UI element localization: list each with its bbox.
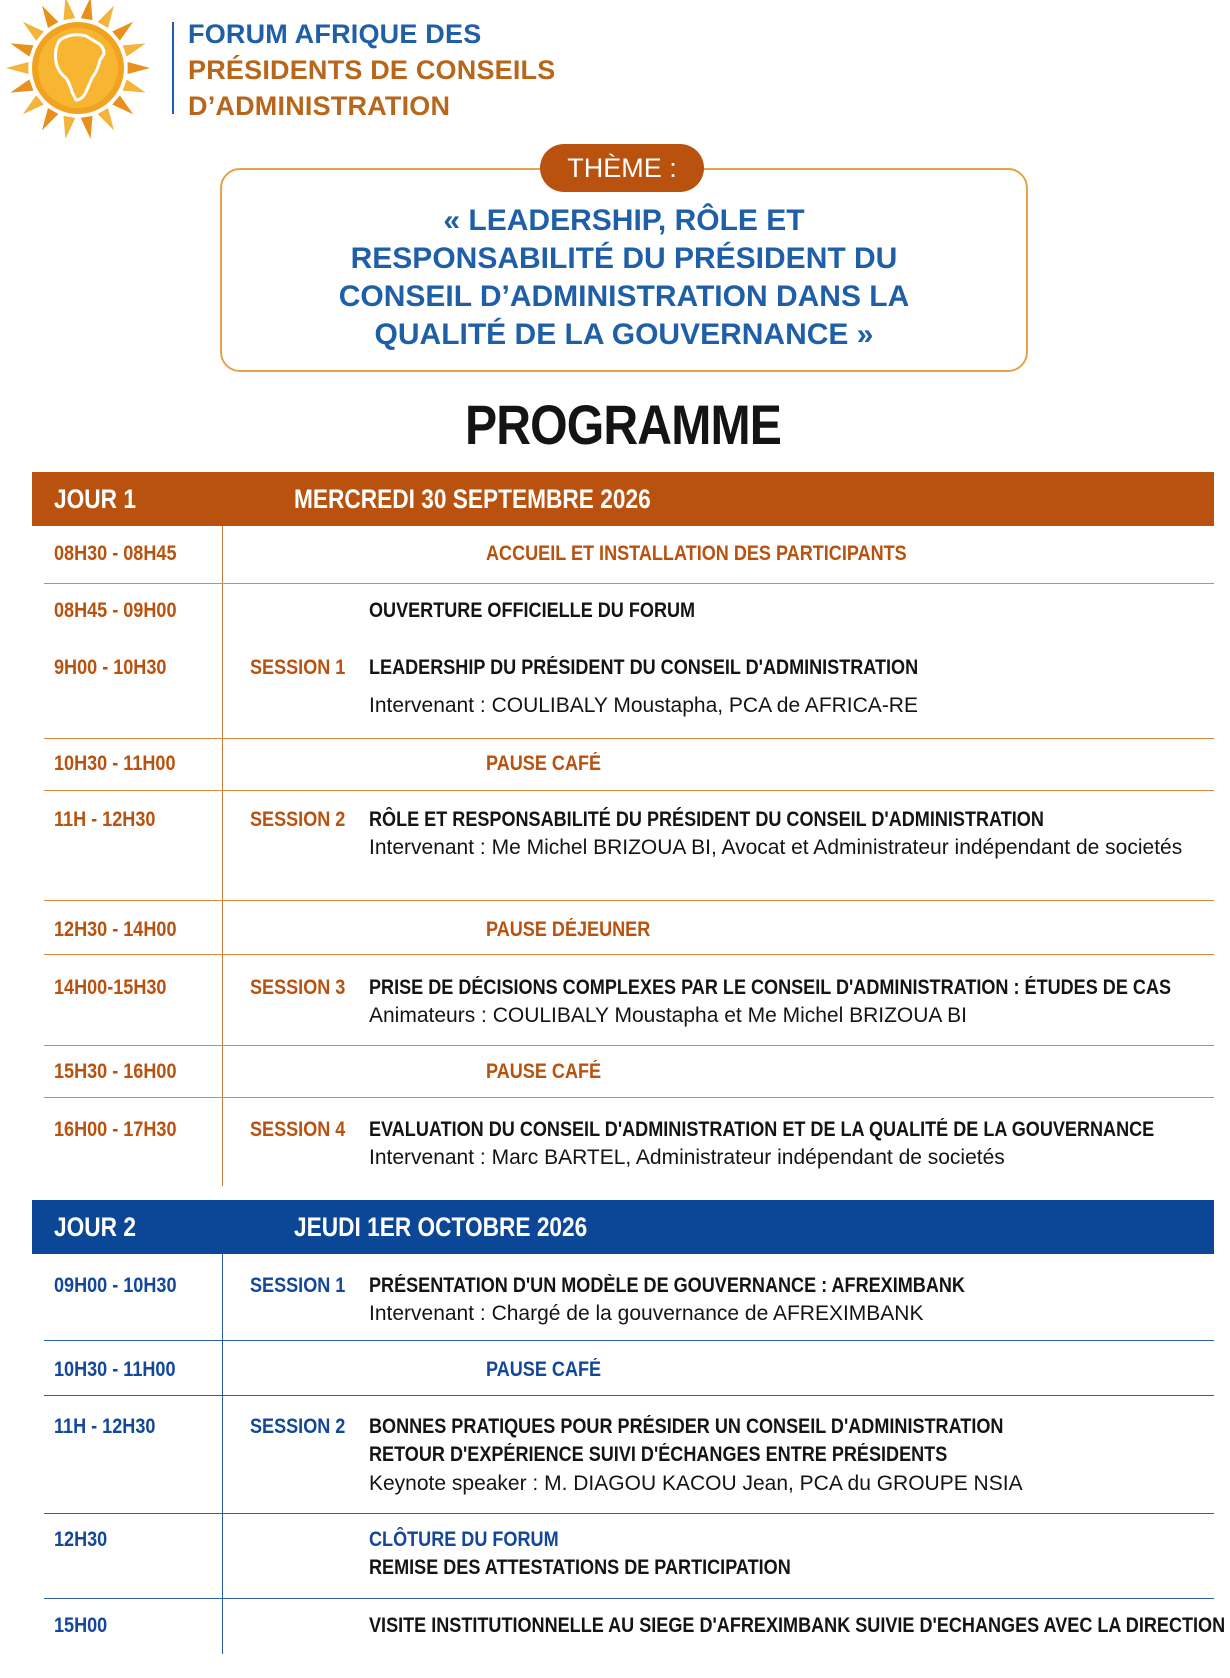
theme-line-1: « LEADERSHIP, RÔLE ET — [443, 204, 805, 237]
day1-row9-session: SESSION 4 — [250, 1118, 346, 1141]
logo-divider — [172, 22, 174, 114]
day2-date: JEUDI 1ER OCTOBRE 2026 — [294, 1212, 588, 1242]
divider — [44, 790, 1214, 791]
forum-logo-sun-africa-icon — [0, 0, 160, 145]
day2-row1-title: PRÉSENTATION D'UN MODÈLE DE GOUVERNANCE : AFREXIMBANK — [369, 1274, 965, 1297]
programme-title: PROGRAMME — [464, 393, 781, 456]
divider — [44, 1598, 1214, 1599]
day1-row5-speaker: Intervenant : Me Michel BRIZOUA BI, Avocat et Administrateur indépendant de societés — [369, 836, 1183, 859]
day1-header-bar — [32, 472, 1214, 526]
divider — [44, 1045, 1214, 1046]
day1-column-divider — [222, 526, 223, 1186]
theme-text — [240, 202, 1008, 354]
day2-row5-title: VISITE INSTITUTIONNELLE AU SIEGE D'AFREXIMBANK SUIVIE D'ECHANGES AVEC LA DIRECTION — [369, 1614, 1226, 1637]
organization-name — [188, 16, 555, 124]
day1-row1-time: 08H30 - 08H45 — [54, 542, 177, 565]
day2-row3-title-2: RETOUR D'EXPÉRIENCE SUIVI D'ÉCHANGES ENTRE PRÉSIDENTS — [369, 1443, 948, 1466]
day1-row5-session: SESSION 2 — [250, 808, 346, 831]
day1-row6-title: PAUSE DÉJEUNER — [486, 918, 651, 941]
day2-row5-time: 15H00 — [54, 1614, 108, 1637]
day1-row1-title: ACCUEIL ET INSTALLATION DES PARTICIPANTS — [486, 542, 907, 565]
divider — [44, 954, 1214, 955]
day2-row1-time: 09H00 - 10H30 — [54, 1274, 177, 1297]
day1-row4-time: 10H30 - 11H00 — [54, 752, 176, 775]
day2-row4-title-2: REMISE DES ATTESTATIONS DE PARTICIPATION — [369, 1556, 791, 1579]
day1-row7-speaker: Animateurs : COULIBALY Moustapha et Me Michel BRIZOUA BI — [369, 1004, 967, 1027]
day1-row3-speaker: Intervenant : COULIBALY Moustapha, PCA de AFRICA-RE — [369, 694, 918, 717]
org-name-line-3: D’ADMINISTRATION — [188, 91, 451, 121]
day1-row7-session: SESSION 3 — [250, 976, 346, 999]
day1-row5-title: RÔLE ET RESPONSABILITÉ DU PRÉSIDENT DU CONSEIL D'ADMINISTRATION — [369, 808, 1044, 831]
day1-row8-title: PAUSE CAFÉ — [486, 1060, 602, 1083]
org-name-line-1: FORUM AFRIQUE DES — [188, 19, 482, 49]
day2-row2-time: 10H30 - 11H00 — [54, 1358, 176, 1381]
day2-label: JOUR 2 — [54, 1212, 136, 1242]
theme-line-4: QUALITÉ DE LA GOUVERNANCE » — [374, 318, 874, 351]
divider — [44, 1395, 1214, 1396]
day1-date: MERCREDI 30 SEPTEMBRE 2026 — [294, 484, 651, 514]
day1-row9-speaker: Intervenant : Marc BARTEL, Administrateur indépendant de societés — [369, 1146, 1005, 1169]
day2-header-bar — [32, 1200, 1214, 1254]
divider — [44, 738, 1214, 739]
day1-row3-time: 9H00 - 10H30 — [54, 656, 167, 679]
day2-row4-time: 12H30 — [54, 1528, 108, 1551]
day2-row2-title: PAUSE CAFÉ — [486, 1358, 602, 1381]
org-name-line-2: PRÉSIDENTS DE CONSEILS — [188, 55, 556, 85]
day1-row3-session: SESSION 1 — [250, 656, 346, 679]
day2-row3-title: BONNES PRATIQUES POUR PRÉSIDER UN CONSEIL D'ADMINISTRATION — [369, 1415, 1004, 1438]
day2-row3-speaker: Keynote speaker : M. DIAGOU KACOU Jean, PCA du GROUPE NSIA — [369, 1472, 1023, 1495]
theme-label-badge: THÈME : — [540, 144, 704, 192]
day2-row3-time: 11H - 12H30 — [54, 1415, 156, 1438]
day1-row2-title: OUVERTURE OFFICIELLE DU FORUM — [369, 599, 696, 622]
day1-label: JOUR 1 — [54, 484, 136, 514]
day1-row8-time: 15H30 - 16H00 — [54, 1060, 177, 1083]
theme-line-2: RESPONSABILITÉ DU PRÉSIDENT DU — [350, 242, 898, 275]
divider — [44, 1340, 1214, 1341]
day2-row4-title: CLÔTURE DU FORUM — [369, 1528, 559, 1551]
day1-row3-title: LEADERSHIP DU PRÉSIDENT DU CONSEIL D'ADMINISTRATION — [369, 656, 919, 679]
divider — [44, 583, 1214, 584]
day2-column-divider — [222, 1254, 223, 1654]
day1-row6-time: 12H30 - 14H00 — [54, 918, 177, 941]
day1-row7-time: 14H00-15H30 — [54, 976, 167, 999]
day2-row3-session: SESSION 2 — [250, 1415, 346, 1438]
divider — [44, 900, 1214, 901]
day2-row1-session: SESSION 1 — [250, 1274, 346, 1297]
day1-row9-title: EVALUATION DU CONSEIL D'ADMINISTRATION ET DE LA QUALITÉ DE LA GOUVERNANCE — [369, 1118, 1155, 1141]
theme-line-3: CONSEIL D’ADMINISTRATION DANS LA — [338, 280, 910, 313]
day1-row4-title: PAUSE CAFÉ — [486, 752, 602, 775]
day2-row1-speaker: Intervenant : Chargé de la gouvernance de AFREXIMBANK — [369, 1302, 924, 1325]
divider — [44, 1097, 1214, 1098]
day1-row5-time: 11H - 12H30 — [54, 808, 156, 831]
day1-row2-time: 08H45 - 09H00 — [54, 599, 177, 622]
day1-row9-time: 16H00 - 17H30 — [54, 1118, 177, 1141]
day1-row7-title: PRISE DE DÉCISIONS COMPLEXES PAR LE CONSEIL D'ADMINISTRATION : ÉTUDES DE CAS — [369, 976, 1172, 999]
divider — [44, 1513, 1214, 1514]
